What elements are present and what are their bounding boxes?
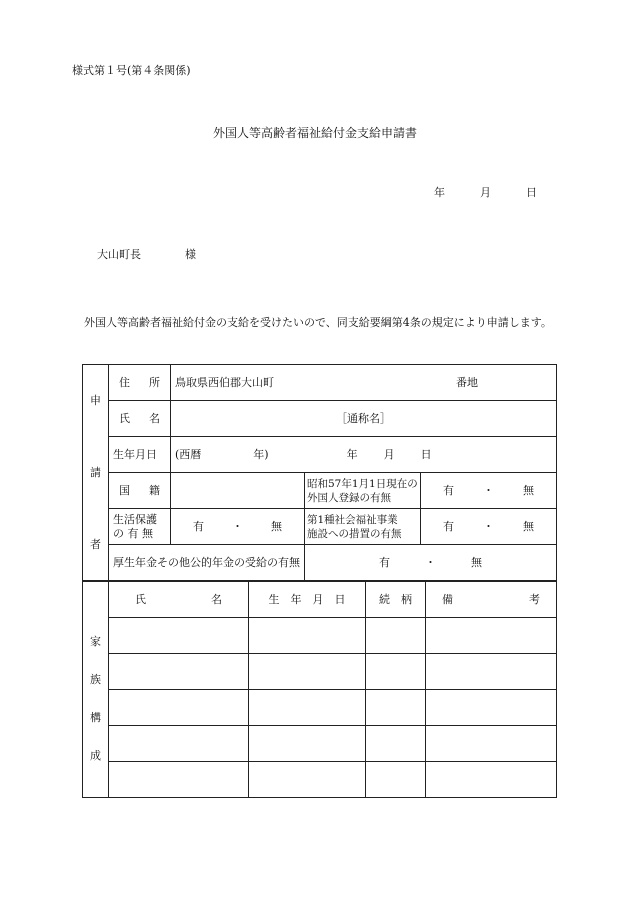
addressee [97,246,196,262]
family-name-cell[interactable] [109,690,249,726]
family-relation-cell[interactable] [366,690,426,726]
family-remarks-cell[interactable] [426,618,557,654]
nationality-row [83,473,557,509]
facility-label: 第1種社会福祉事業 施設への措置の有無 [305,509,421,545]
family-header-name: 氏 名 [109,582,249,618]
registration-label: 昭和57年1月1日現在の外国人登録の有無 [305,473,421,509]
document-title: 外国人等高齢者福祉給付金支給申請書 [212,126,417,140]
family-remarks-cell[interactable] [426,726,557,762]
pension-label: 厚生年金その他公的年金の受給の有無 [109,545,305,581]
family-remarks-cell[interactable] [426,654,557,690]
family-side-label: 家 族 構 成 [83,582,109,798]
family-row [83,726,557,762]
family-relation-cell[interactable] [366,726,426,762]
registration-choice[interactable]: 有 ・ 無 [421,473,557,509]
address-field[interactable] [171,365,557,401]
welfare-label: 生活保護 の 有 無 [109,509,171,545]
date-line [434,184,537,200]
family-birth-cell[interactable] [249,618,366,654]
form-number: 様式第１号(第４条関係) [72,64,191,77]
family-table [82,581,557,798]
application-statement: 外国人等高齢者福祉給付金の支給を受けたいので、同支給要綱第4条の規定により申請します。 [84,316,552,329]
name-label: 氏 名 [109,401,171,437]
family-header-birth: 生 年 月 日 [249,582,366,618]
date-month: 月 [480,186,491,199]
family-name-cell[interactable] [109,654,249,690]
family-row [83,654,557,690]
welfare-row [83,509,557,545]
family-row [83,618,557,654]
family-name-cell[interactable] [109,762,249,798]
welfare-choice[interactable]: 有 ・ 無 [171,509,305,545]
birth-label: 生年月日 [109,437,171,473]
name-field[interactable] [171,401,557,437]
address-value: 鳥取県西伯郡大山町 [175,375,274,389]
family-relation-cell[interactable] [366,654,426,690]
family-header-row [83,582,557,618]
addressee-honorific: 様 [185,248,196,261]
family-birth-cell[interactable] [249,690,366,726]
facility-choice[interactable]: 有 ・ 無 [421,509,557,545]
family-birth-cell[interactable] [249,726,366,762]
family-name-cell[interactable] [109,726,249,762]
family-row [83,762,557,798]
pension-row [83,545,557,581]
alias-label: ［通称名］ [336,411,391,425]
family-remarks-cell[interactable] [426,762,557,798]
nationality-field[interactable] [171,473,305,509]
nationality-label: 国 籍 [109,473,171,509]
family-name-cell[interactable] [109,618,249,654]
name-row [83,401,557,437]
pension-choice[interactable]: 有 ・ 無 [305,545,557,581]
family-birth-cell[interactable] [249,654,366,690]
family-birth-cell[interactable] [249,762,366,798]
family-header-remarks: 備 考 [426,582,557,618]
applicant-side-label: 申 請 者 [83,365,109,581]
addressee-name: 大山町長 [97,248,141,261]
family-header-relation: 続 柄 [366,582,426,618]
address-suffix: 番地 [456,375,478,389]
address-label: 住 所 [109,365,171,401]
address-row [83,365,557,401]
family-remarks-cell[interactable] [426,690,557,726]
applicant-table [82,364,557,581]
date-year: 年 [434,186,445,199]
birth-row [83,437,557,473]
birth-field[interactable]: (西暦 年) 年 月 日 [171,437,557,473]
date-day: 日 [526,186,537,199]
family-row [83,690,557,726]
family-relation-cell[interactable] [366,618,426,654]
family-relation-cell[interactable] [366,762,426,798]
